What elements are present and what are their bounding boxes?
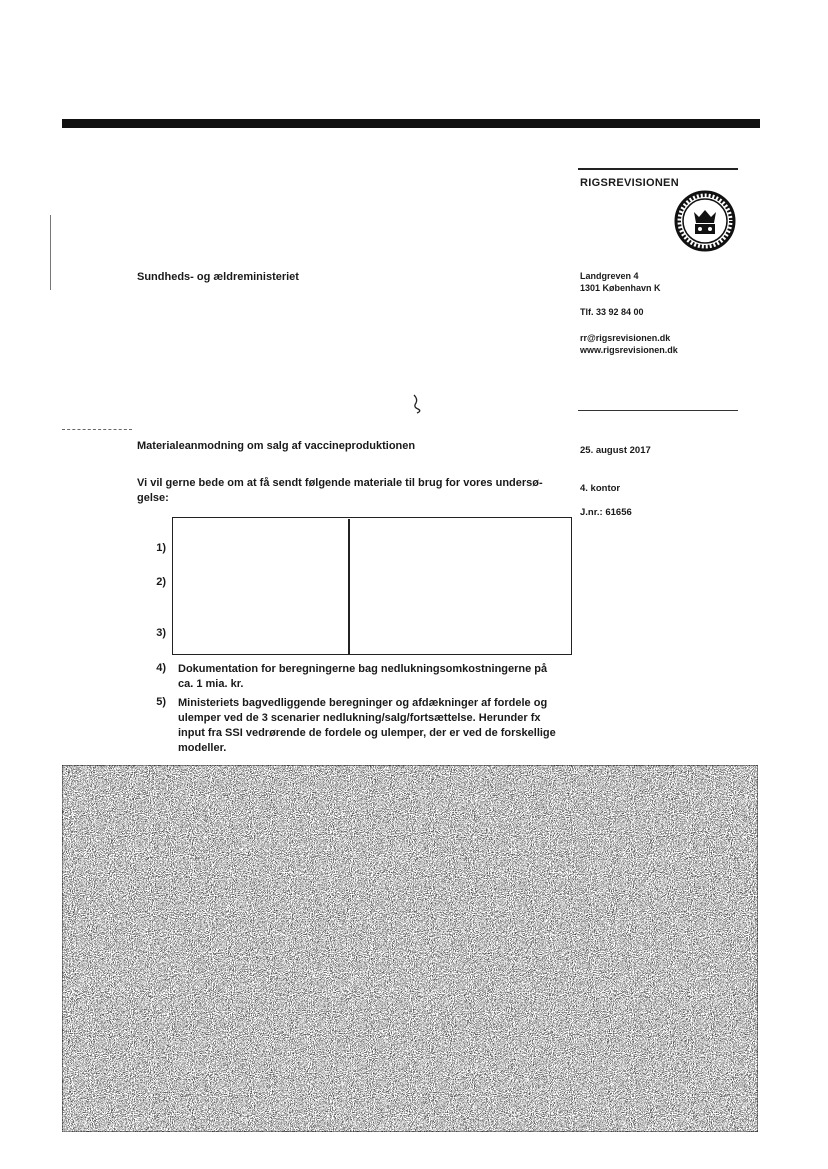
scan-noise-area (62, 765, 758, 1132)
redaction-divider (348, 519, 350, 654)
recipient-name: Sundheds- og ældreministeriet (137, 271, 299, 283)
item-text: Dokumentation for beregningerne bag nedlukningsomkostningerne på ca. 1 mia. kr. (178, 663, 548, 690)
item-number: 4) (156, 662, 166, 674)
item-number: 2) (156, 576, 166, 588)
sender-rule-bottom (578, 410, 738, 411)
sender-web[interactable]: www.rigsrevisionen.dk (580, 345, 678, 355)
sender-city: 1301 København K (580, 283, 661, 293)
crown-seal-icon (674, 190, 736, 252)
redaction-box (172, 517, 572, 655)
sender-phone: Tlf. 33 92 84 00 (580, 307, 644, 317)
sender-rule-top (578, 168, 738, 170)
sender-name: RIGSREVISIONEN (580, 177, 679, 189)
letter-intro: Vi vil gerne bede om at få sendt følgende materiale til brug for vores undersø-gelse: (137, 477, 543, 504)
item-text: Ministeriets bagvedliggende beregninger og afdækninger af fordele og ulemper ved de 3 scenarier nedlukning/salg/fortsættelse. Herunder fx input fra SSI vedrørende de fordele og ulemper, der er ved de forskellige modeller. (178, 697, 556, 754)
scan-edge-mark (50, 215, 51, 290)
sender-email[interactable]: rr@rigsrevisionen.dk (580, 333, 671, 343)
item-number: 1) (156, 542, 166, 554)
letter-subject: Materialeanmodning om salg af vaccineproduktionen (137, 440, 416, 452)
journal-number: J.nr.: 61656 (580, 507, 632, 518)
sender-street: Landgreven 4 (580, 271, 639, 281)
item-number: 5) (156, 696, 166, 708)
office-label: 4. kontor (580, 483, 621, 494)
item-number: 3) (156, 627, 166, 639)
letter-date: 25. august 2017 (580, 445, 651, 456)
pen-mark-icon (408, 393, 428, 415)
header-rule (62, 119, 760, 128)
fold-mark (62, 429, 132, 431)
